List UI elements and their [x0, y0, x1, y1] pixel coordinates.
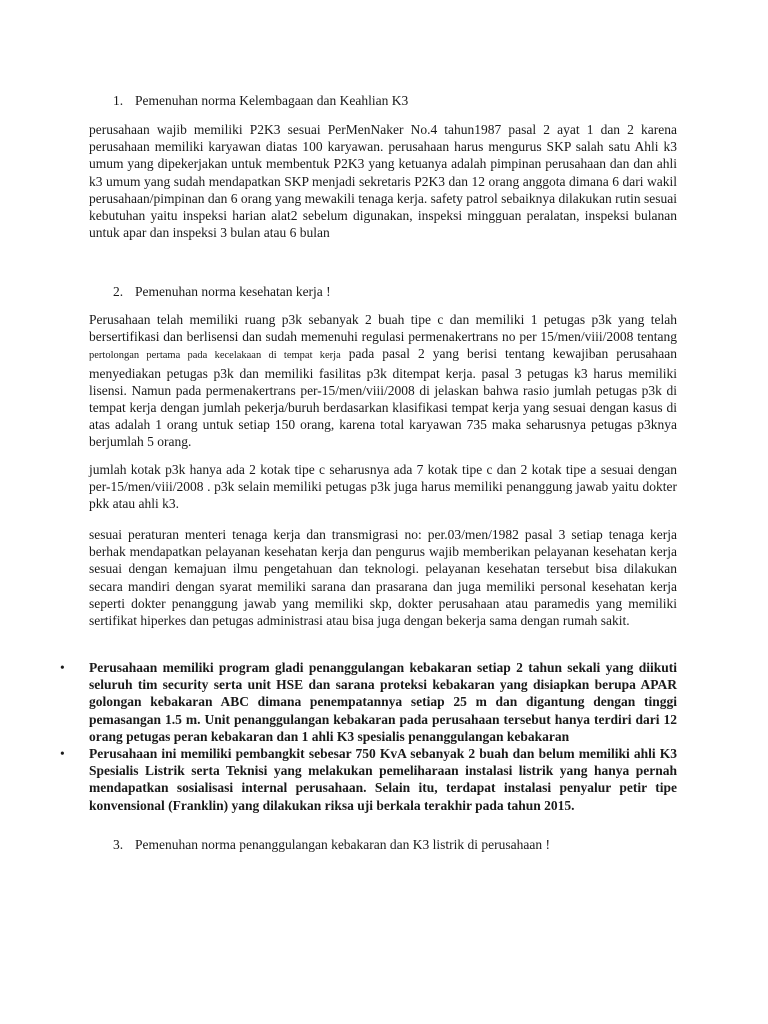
- section-3-number: 3.: [113, 837, 124, 852]
- section-2-paragraph-2: jumlah kotak p3k hanya ada 2 kotak tipe c seharusnya ada 7 kotak tipe c dan 2 kotak tipe a sesuai dengan per-15/men/viii/2008 . p3k selain memiliki petugas p3k juga harus memiliki penanggung jawab yaitu dokter pkk atau ahli k3.: [89, 462, 677, 512]
- bullet-list: [60, 659, 677, 814]
- section-1-heading: [113, 92, 408, 110]
- section-1-title: Pemenuhan norma Kelembagaan dan Keahlian K3: [135, 93, 409, 108]
- section-2-heading: [113, 283, 331, 301]
- section-3-title: Pemenuhan norma penanggulangan kebakaran dan K3 listrik di perusahaan !: [135, 837, 550, 852]
- section-2-paragraph-1: [89, 311, 677, 451]
- section-2-paragraph-1-part-2: pada pasal 2 yang berisi tentang kewajiban perusahaan menyediakan petugas p3k dan memiliki fasilitas p3k ditempat kerja. pasal 3 petugas k3 harus memiliki lisensi. Namun pada permenakertrans per-15/men/viii/2008 di jelaskan bahwa rasio jumlah petugas p3k di tempat kerja dengan jumlah pekerja/buruh berdasarkan klasifikasi tempat kerja yang sesuai dengan kasus di atas adalah 1 orang untuk setiap 150 orang, karena total karyawan 735 maka seharusnya petugas p3knya berjumlah 5 orang.: [89, 346, 677, 450]
- bullet-marker: •: [60, 746, 65, 762]
- section-2-paragraph-1-small-text: pertolongan pertama pada kecelakaan di tempat kerja: [89, 350, 341, 362]
- bullet-text: Perusahaan ini memiliki pembangkit sebesar 750 KvA sebanyak 2 buah dan belum memiliki ahli K3 Spesialis Listrik serta Teknisi yang melakukan pemeliharaan instalasi listrik yang hanya pernah mendapatkan sosialisasi internal perusahaan. Selain itu, terdapat instalasi penyalur petir tipe konvensional (Franklin) yang dilakukan riksa uji berkala terakhir pada tahun 2015.: [89, 746, 677, 813]
- section-2-paragraph-1-part-1: Perusahaan telah memiliki ruang p3k sebanyak 2 buah tipe c dan memiliki 1 petugas p3k yang telah bersertifikasi dan berlisensi dan sudah memenuhi regulasi permenakertrans no per 15/men/viii/2008 tentang: [89, 312, 677, 345]
- section-2-paragraph-3: sesuai peraturan menteri tenaga kerja dan transmigrasi no: per.03/men/1982 pasal 3 setiap tenaga kerja berhak mendapatkan pelayanan kesehatan kerja dan pengurus wajib memberikan pelayanan kesehatan kerja sesuai dengan kemajuan ilmu pengetahuan dan teknologi. pelayanan kesehatan tersebut bisa dilakukan secara mandiri dengan syarat memiliki sarana dan prasarana dan juga memiliki personal kesehatan kerja seperti dokter penanggung jawab yang memiliki skp, dokter perusahaan atau paramedis yang memiliki sertifikat hiperkes dan petugas administrasi atau bisa juga dengan bekerja sama dengan rumah sakit.: [89, 527, 677, 629]
- section-3-heading: [113, 836, 550, 854]
- section-2-number: 2.: [113, 284, 124, 299]
- section-1-number: 1.: [113, 93, 124, 108]
- bullet-marker: •: [60, 660, 65, 675]
- section-2-title: Pemenuhan norma kesehatan kerja !: [135, 284, 331, 299]
- bullet-item-fire-drill: [60, 659, 677, 745]
- bullet-item-electrical: [60, 745, 677, 814]
- bullet-text: Perusahaan memiliki program gladi penanggulangan kebakaran setiap 2 tahun sekali yang diikuti seluruh tim security serta unit HSE dan sarana proteksi kebakaran yang disiapkan berupa APAR golongan kebakaran ABC dimana penempatannya setiap 25 m dan digantung dengan tinggi pemasangan 1.5 m. Unit penanggulangan kebakaran pada perusahaan tersebut hanya terdiri dari 12 orang petugas peran kebakaran dan 1 ahli K3 spesialis penanggulangan kebakaran: [89, 660, 677, 744]
- section-1-paragraph: perusahaan wajib memiliki P2K3 sesuai PerMenNaker No.4 tahun1987 pasal 2 ayat 1 dan 2 karena perusahaan memiliki karyawan diatas 100 karyawan. perusahaan harus mengurus SKP salah satu Ahli k3 umum yang dipekerjakan untuk membentuk P2K3 yang ketuanya adalah pimpinan perusahaan dan dan ahli k3 umum yang sudah mendapatkan SKP menjadi sekretaris P2K3 dan 12 orang anggota dimana 6 dari wakil perusahaan/pimpinan dan 6 orang yang mewakili tenaga kerja. safety patrol sebaiknya dilakukan rutin sesuai kebutuhan yaitu inspeksi harian alat2 sebelum digunakan, inspeksi mingguan peralatan, inspeksi bulanan untuk apar dan inspeksi 3 bulan atau 6 bulan: [89, 122, 677, 241]
